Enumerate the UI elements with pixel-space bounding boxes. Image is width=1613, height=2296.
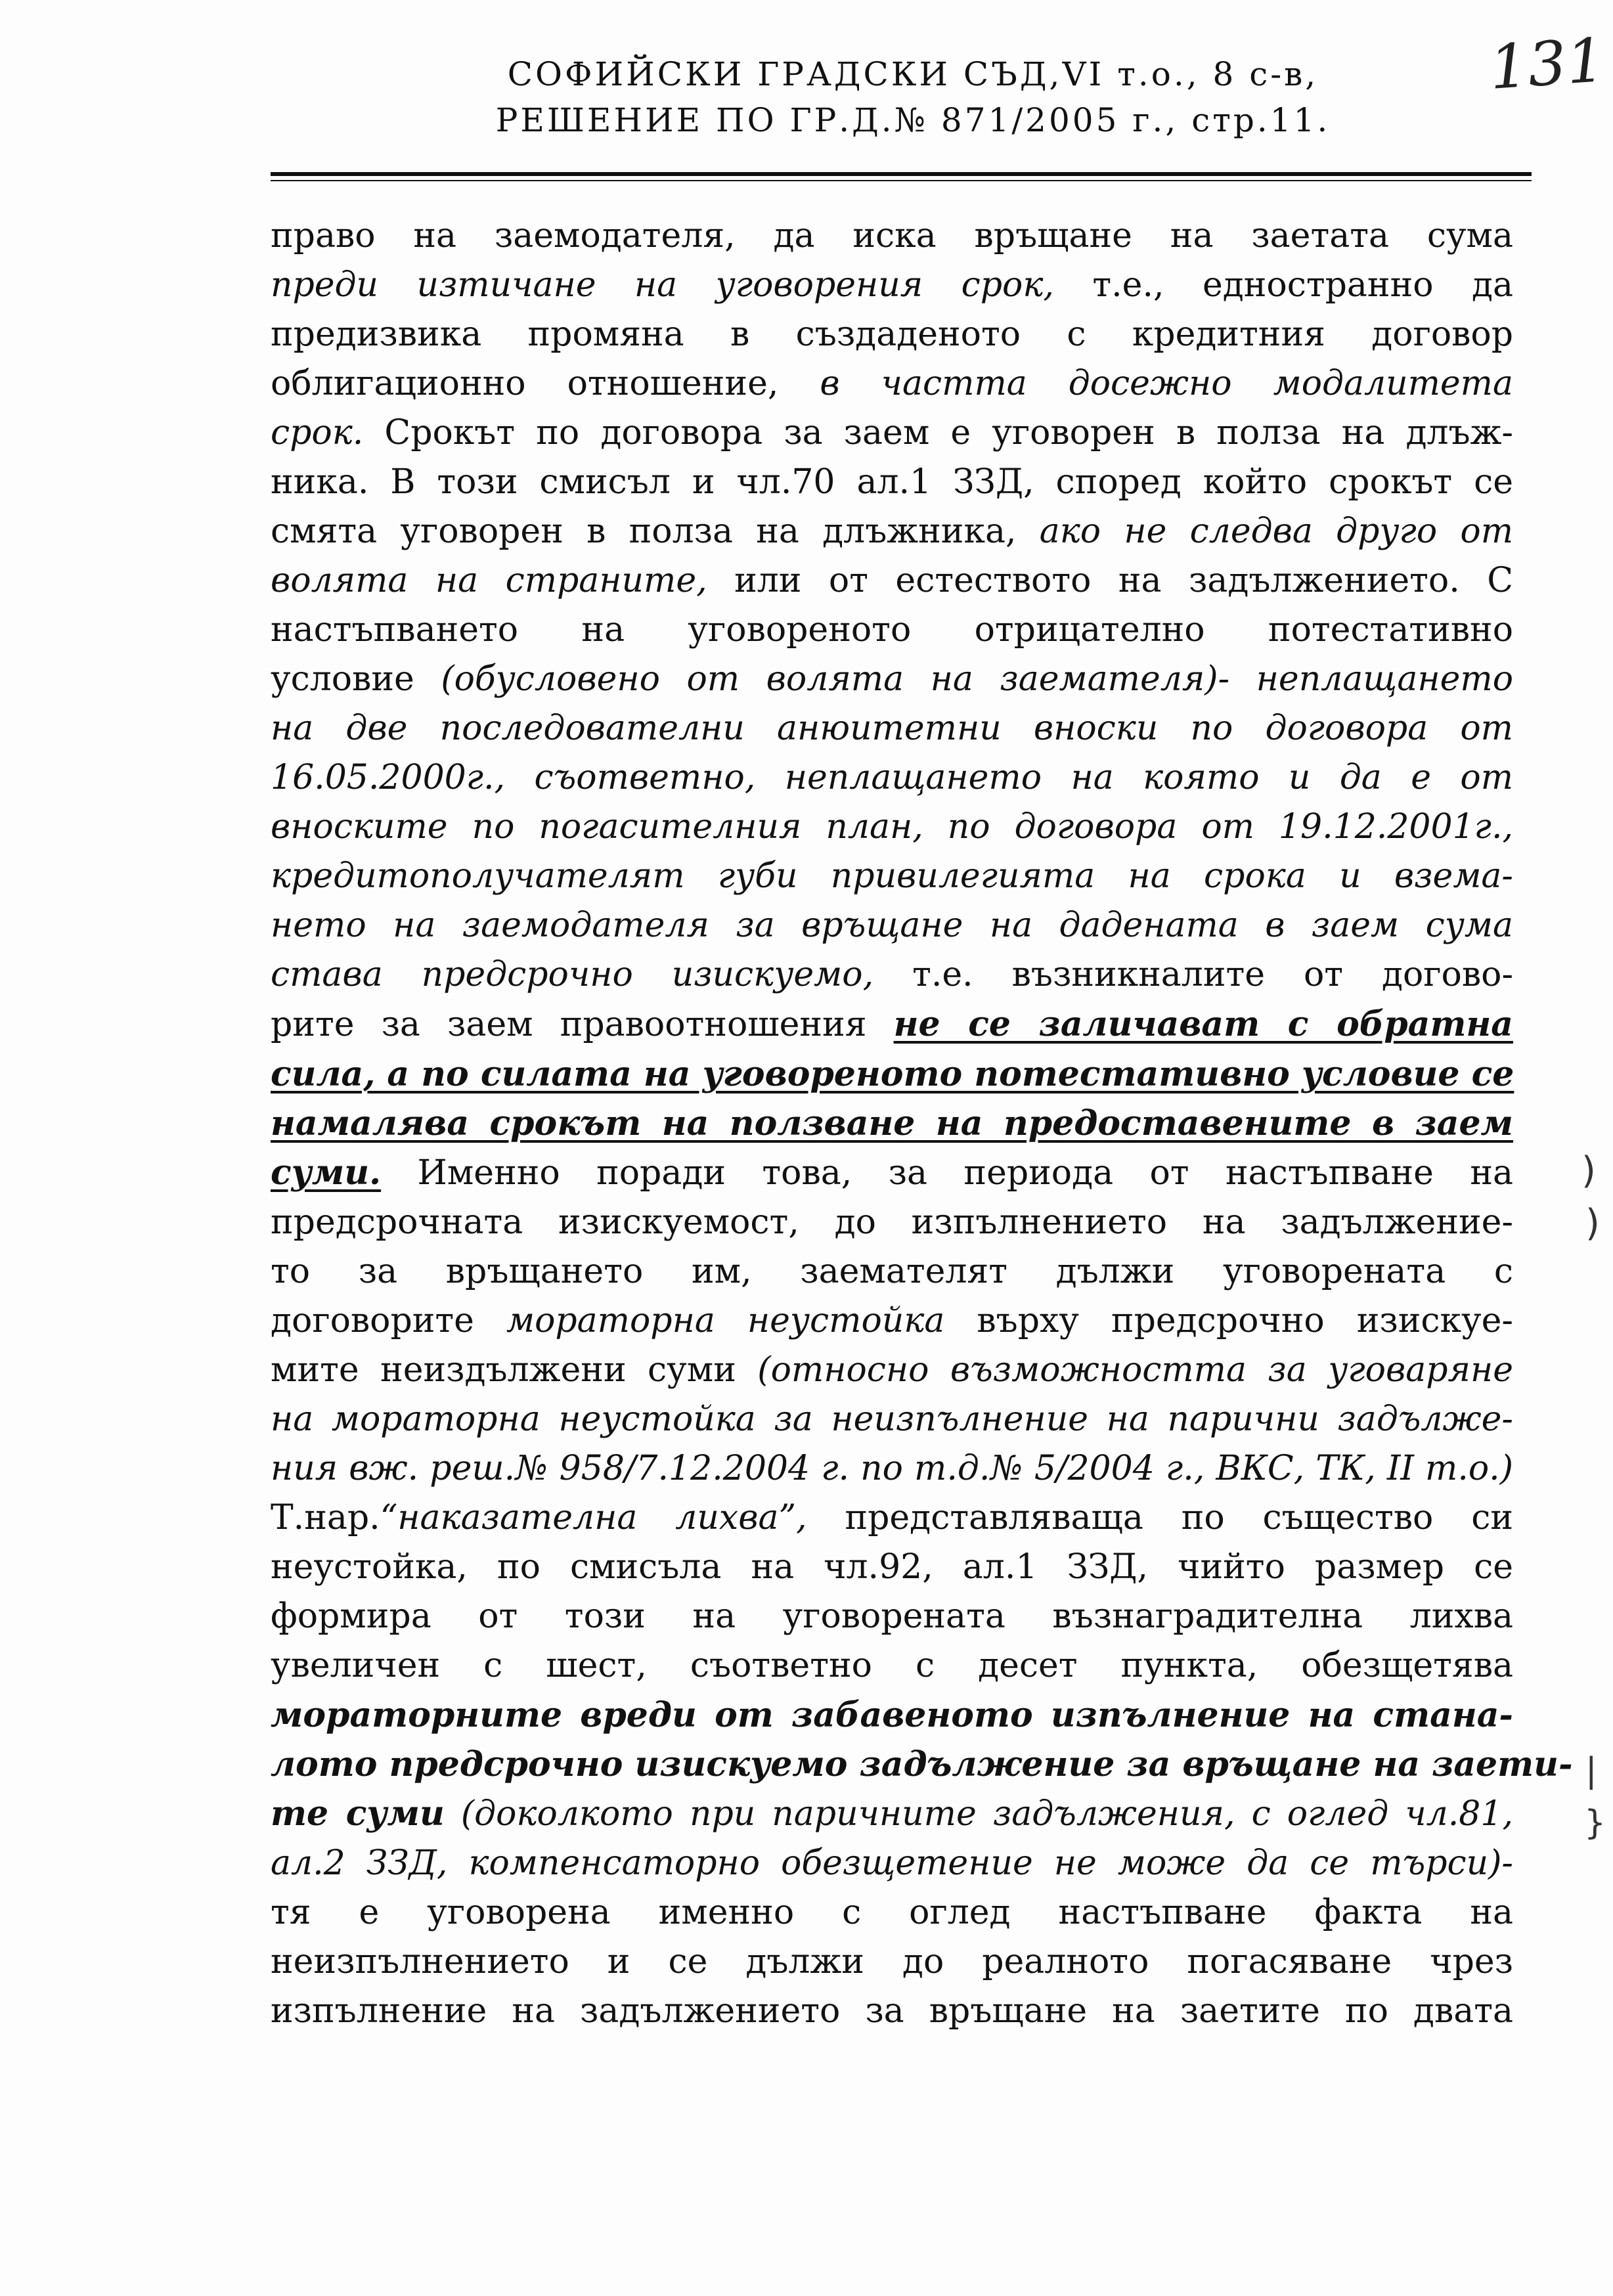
margin-paren-mark: ) xyxy=(1585,1202,1600,1245)
text-line: мораторните вреди от забавеното изпълнение на стана- xyxy=(271,1695,1513,1735)
text-line: неизпълнението и се дължи до реалното погасяване чрез xyxy=(271,1942,1513,1981)
text-line: на мораторна неустойка за неизпълнение на парични задълже- xyxy=(271,1400,1513,1439)
document-header xyxy=(368,51,1458,143)
text-line: на две последователни анюитетни вноски по договора от xyxy=(271,709,1513,748)
text-line: предизвика промяна в създаденото с кредитния договор xyxy=(271,315,1513,354)
text-line: тя е уговорена именно с оглед настъпване факта на xyxy=(271,1893,1513,1932)
header-rule-thin xyxy=(271,180,1532,181)
text-line: става предсрочно изискуемо, т.е. възникналите от догово- xyxy=(271,955,1514,994)
text-line: преди изтичане на уговорения срок, т.е., едностранно да xyxy=(271,265,1513,305)
text-line: Т.нар.“наказателна лихва”, представляваща по същество си xyxy=(271,1498,1513,1537)
text-line: вноските по погасителния план, по договора от 19.12.2001г., xyxy=(271,807,1513,847)
text-line: условие (обусловено от волята на заемателя)- неплащането xyxy=(271,659,1513,699)
text-line: суми. Именно поради това, за периода от настъпване на xyxy=(271,1153,1513,1193)
text-line: срок. Срокът по договора за заем е уговорен в полза на длъж- xyxy=(271,413,1513,453)
text-line: неустойка, по смисъла на чл.92, ал.1 ЗЗД, чийто размер се xyxy=(271,1547,1513,1587)
text-line: волята на страните, или от естеството на задължението. С xyxy=(271,561,1513,600)
text-line: право на заемодателя, да иска връщане на заетата сума xyxy=(271,216,1513,255)
header-case-line: РЕШЕНИЕ ПО ГР.Д.№ 871/2005 г., стр.11. xyxy=(495,101,1331,139)
text-line: формира от този на уговорената възнаградителна лихва xyxy=(271,1597,1513,1636)
text-line: 16.05.2000г., съответно, неплащането на която и да е от xyxy=(271,758,1513,797)
text-line: то за връщането им, заемателят дължи уговорената с xyxy=(271,1252,1513,1291)
header-court-line: СОФИЙСКИ ГРАДСКИ СЪД,VI т.о., 8 с-в, xyxy=(507,55,1319,93)
text-line: лото предсрочно изискуемо задължение за връщане на заети- xyxy=(271,1744,1573,1784)
text-line: ал.2 ЗЗД, компенсаторно обезщетение не може да се търси)- xyxy=(271,1843,1513,1883)
text-line: рите за заем правоотношения не се заличават с обратна xyxy=(271,1004,1513,1044)
text-line: нето на заемодателя за връщане на дадената в заем сума xyxy=(271,906,1513,945)
header-rule-thick xyxy=(271,172,1532,176)
handwritten-page-number: 131 xyxy=(1487,25,1608,103)
margin-paren-mark: ) xyxy=(1581,1149,1596,1192)
text-line: мите неиздължени суми (относно възможността за уговаряне xyxy=(271,1350,1513,1390)
text-line: кредитополучателят губи привилегията на срока и взема- xyxy=(271,856,1513,896)
text-line: смята уговорен в полза на длъжника, ако не следва друго от xyxy=(271,512,1513,551)
text-line: сила, а по силата на уговореното потестативно условие се xyxy=(271,1054,1514,1094)
text-line: увеличен с шест, съответно с десет пункта, обезщетява xyxy=(271,1646,1513,1685)
decision-body xyxy=(271,211,1573,2036)
text-line: настъпването на уговореното отрицателно потестативно xyxy=(271,610,1513,650)
text-line: изпълнение на задължението за връщане на заетите по двата xyxy=(271,1991,1513,2031)
text-line: ника. В този смисъл и чл.70 ал.1 ЗЗД, според който срокът се xyxy=(271,462,1513,502)
text-line: договорите мораторна неустойка върху предсрочно изискуе- xyxy=(271,1301,1513,1340)
margin-brace-mark: } xyxy=(1584,1803,1606,1843)
text-line: облигационно отношение, в частта досежно модалитета xyxy=(271,364,1513,403)
text-line: предсрочната изискуемост, до изпълнението на задължение- xyxy=(271,1203,1513,1242)
text-line: ния вж. реш.№ 958/7.12.2004 г. по т.д.№ 5/2004 г., ВКС, ТК, II т.о.) xyxy=(271,1449,1513,1488)
margin-bar-mark: | xyxy=(1585,1751,1597,1790)
text-line: намалява срокът на ползване на предоставените в заем xyxy=(271,1103,1513,1143)
text-line: те суми (доколкото при паричните задължения, с оглед чл.81, xyxy=(271,1794,1514,1834)
